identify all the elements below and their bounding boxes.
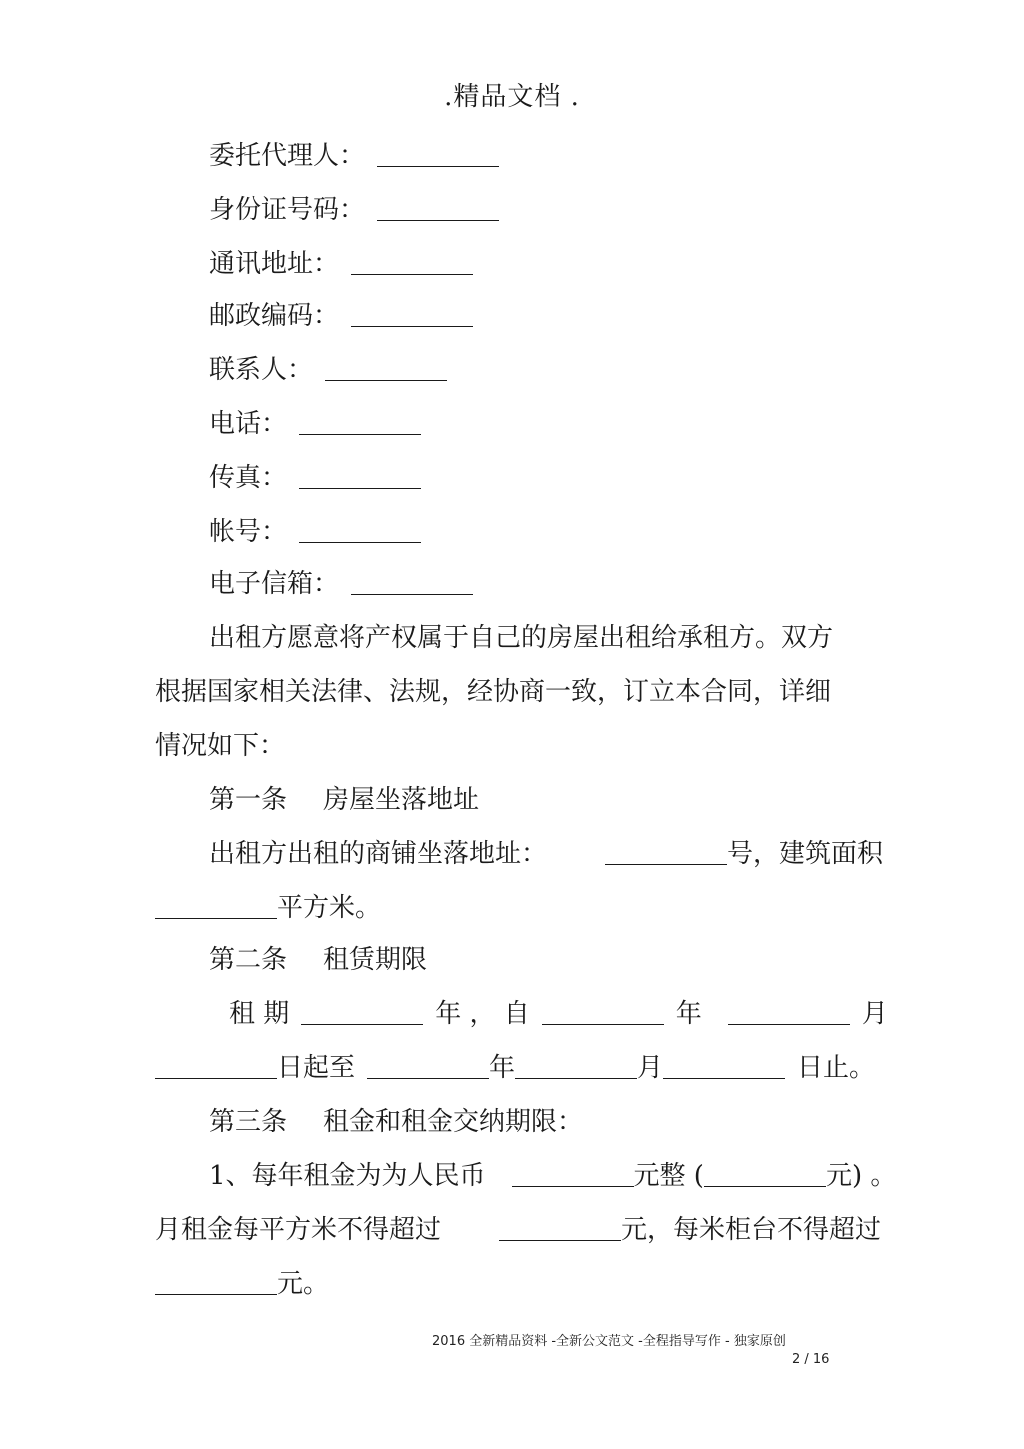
article-2-line-2	[155, 1051, 875, 1085]
page-footer: 2016 全新精品资料 -全新公文范文 -全程指导写作 - 独家原创	[432, 1334, 786, 1349]
page-header: .精品文档 .	[444, 82, 580, 112]
field-fax	[209, 461, 421, 495]
article-title: 房屋坐落地址	[323, 785, 480, 815]
field-label: 身份证号码：	[209, 195, 366, 225]
article-number: 第一条	[209, 785, 288, 815]
blank-line	[301, 1000, 423, 1025]
blank-line	[155, 1054, 277, 1079]
article-number: 第三条	[209, 1107, 288, 1137]
article-3-line-2	[155, 1213, 881, 1247]
article-title: 租赁期限	[323, 945, 428, 975]
article-2-line-1	[229, 997, 888, 1031]
article-text: 元。	[277, 1269, 330, 1299]
page-number: 2 / 16	[792, 1352, 830, 1367]
article-3-line-3	[155, 1267, 329, 1301]
article-text: 元，每米柜台不得超过	[621, 1215, 882, 1245]
blank-line	[663, 1054, 785, 1079]
field-label: 帐号：	[209, 517, 288, 547]
blank-line	[155, 1270, 277, 1295]
article-text: 月	[637, 1053, 664, 1083]
blank-line	[351, 570, 473, 595]
field-address	[209, 247, 473, 281]
article-text: 月租金每平方米不得超过	[155, 1215, 442, 1245]
blank-line	[299, 410, 421, 435]
blank-line	[542, 1000, 664, 1025]
field-postcode	[209, 299, 473, 333]
article-text: 年	[675, 999, 702, 1029]
field-label: 联系人：	[209, 355, 314, 385]
article-text: 日止。	[797, 1053, 876, 1083]
field-phone	[209, 407, 421, 441]
article-text: 1、每年租金为为人民币	[209, 1161, 486, 1191]
field-email	[209, 567, 473, 601]
field-label: 邮政编码：	[209, 301, 340, 331]
blank-line	[377, 142, 499, 167]
article-text: 号，建筑面积	[727, 839, 884, 869]
field-account	[209, 515, 421, 549]
field-contact	[209, 353, 447, 387]
blank-line	[605, 840, 727, 865]
article-text: 平方米。	[277, 893, 382, 923]
article-title: 租金和租金交纳期限：	[323, 1107, 584, 1137]
article-3-line-1	[209, 1159, 896, 1193]
article-text: 年	[489, 1053, 516, 1083]
blank-line	[728, 1000, 850, 1025]
blank-line	[499, 1216, 621, 1241]
intro-line-2: 根据国家相关法律、法规，经协商一致，订立本合同，详细	[155, 677, 832, 707]
article-text: 元整 (	[633, 1161, 704, 1191]
article-text: 元) 。	[825, 1161, 897, 1191]
article-text: 月	[861, 999, 888, 1029]
blank-line	[704, 1162, 826, 1187]
article-text: 日起至	[277, 1053, 356, 1083]
blank-line	[367, 1054, 489, 1079]
blank-line	[299, 464, 421, 489]
blank-line	[155, 894, 277, 919]
article-3-heading	[209, 1105, 583, 1139]
article-1-line-1	[209, 837, 883, 871]
field-label: 委托代理人：	[209, 141, 366, 171]
field-id-number	[209, 193, 499, 227]
article-2-heading	[209, 943, 427, 977]
intro-line-1: 出租方愿意将产权属于自己的房屋出租给承租方。双方	[209, 623, 834, 653]
blank-line	[351, 250, 473, 275]
article-text: 年 ， 自	[435, 999, 530, 1029]
article-text: 租 期	[229, 999, 290, 1029]
article-1-heading	[209, 783, 479, 817]
blank-line	[512, 1162, 634, 1187]
blank-line	[325, 356, 447, 381]
blank-line	[377, 196, 499, 221]
field-label: 传真：	[209, 463, 288, 493]
article-1-line-2	[155, 891, 381, 925]
field-label: 电话：	[209, 409, 288, 439]
article-number: 第二条	[209, 945, 288, 975]
blank-line	[299, 518, 421, 543]
field-label: 通讯地址：	[209, 249, 340, 279]
blank-line	[351, 302, 473, 327]
blank-line	[515, 1054, 637, 1079]
field-label: 电子信箱：	[209, 569, 340, 599]
article-text: 出租方出租的商铺坐落地址：	[209, 839, 548, 869]
field-agent	[209, 139, 499, 173]
intro-line-3: 情况如下：	[155, 731, 286, 761]
